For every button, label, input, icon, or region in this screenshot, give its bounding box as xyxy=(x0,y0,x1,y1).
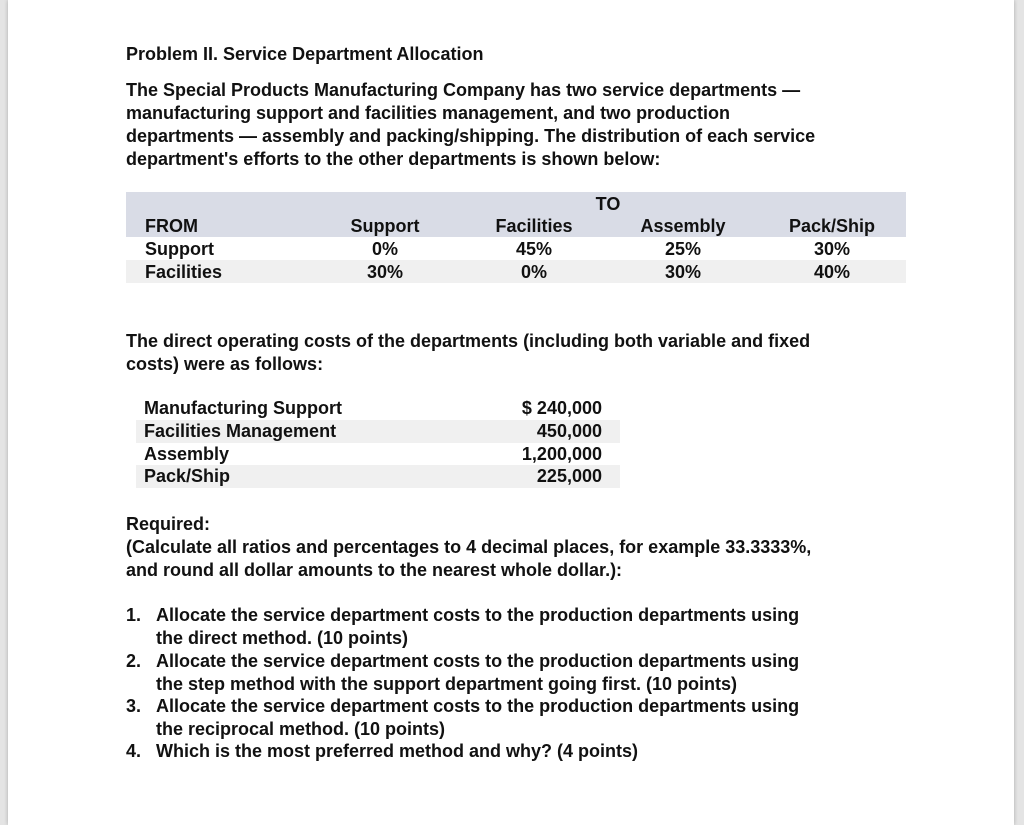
question-line: the reciprocal method. (10 points) xyxy=(156,718,446,739)
table-cell: 0% xyxy=(371,239,399,259)
table-cell: 30% xyxy=(813,239,851,259)
table-cell: 40% xyxy=(813,262,851,282)
table-cell: 30% xyxy=(366,262,404,282)
intro-line: departments — assembly and packing/shipping. The distribution of each service xyxy=(126,126,816,146)
intro-line: The Special Products Manufacturing Company has two service departments — xyxy=(126,80,801,100)
allocation-row-band xyxy=(126,260,906,283)
required-heading: Required: xyxy=(126,514,211,534)
question-number: 3. xyxy=(126,696,142,716)
from-label: FROM xyxy=(145,216,198,236)
costs-intro-line: The direct operating costs of the departments (including both variable and fixed xyxy=(126,331,811,351)
question-line: Allocate the service department costs to the production departments using xyxy=(156,651,800,671)
question-line: Allocate the service department costs to the production departments using xyxy=(156,605,800,625)
row-label: Support xyxy=(145,239,214,259)
question-line: the step method with the support department going first. (10 points) xyxy=(156,673,738,694)
question-line: Which is the most preferred method and why? (4 points) xyxy=(156,741,639,761)
cost-label: Assembly xyxy=(144,444,230,464)
row-label: Facilities xyxy=(145,262,223,282)
cost-label: Facilities Management xyxy=(144,421,337,441)
intro-line: manufacturing support and facilities management, and two production xyxy=(126,103,731,123)
table-cell: 0% xyxy=(520,262,548,282)
column-header: Facilities xyxy=(495,216,573,236)
cost-label: Manufacturing Support xyxy=(144,398,342,418)
cost-label: Pack/Ship xyxy=(144,466,231,486)
table-cell: 30% xyxy=(664,262,702,282)
costs-intro-paragraph xyxy=(126,330,810,376)
intro-paragraph xyxy=(126,79,815,171)
document-page xyxy=(8,0,1014,825)
required-section xyxy=(126,513,811,582)
question-number: 4. xyxy=(126,741,142,761)
problem-title: Problem II. Service Department Allocation xyxy=(126,44,484,64)
required-note-line: and round all dollar amounts to the nearest whole dollar.): xyxy=(126,560,623,580)
table-cell: 45% xyxy=(515,239,553,259)
column-header: Assembly xyxy=(640,216,726,236)
costs-intro-line: costs) were as follows: xyxy=(126,354,324,374)
table-cell: 25% xyxy=(664,239,702,259)
cost-value: 1,200,000 xyxy=(521,444,602,464)
question-line: Allocate the service department costs to the production departments using xyxy=(156,696,800,716)
column-header: Pack/Ship xyxy=(788,216,876,236)
to-label: TO xyxy=(595,194,621,214)
column-header: Support xyxy=(350,216,420,236)
question-line: the direct method. (10 points) xyxy=(156,627,409,648)
intro-line: department's efforts to the other departments is shown below: xyxy=(126,149,661,169)
question-number: 2. xyxy=(126,651,142,671)
question-number: 1. xyxy=(126,605,142,625)
required-note-line: (Calculate all ratios and percentages to 4 decimal places, for example 33.3333%, xyxy=(126,537,812,557)
cost-value: 450,000 xyxy=(536,421,602,441)
cost-value: $ 240,000 xyxy=(521,398,602,418)
cost-value: 225,000 xyxy=(536,466,602,486)
